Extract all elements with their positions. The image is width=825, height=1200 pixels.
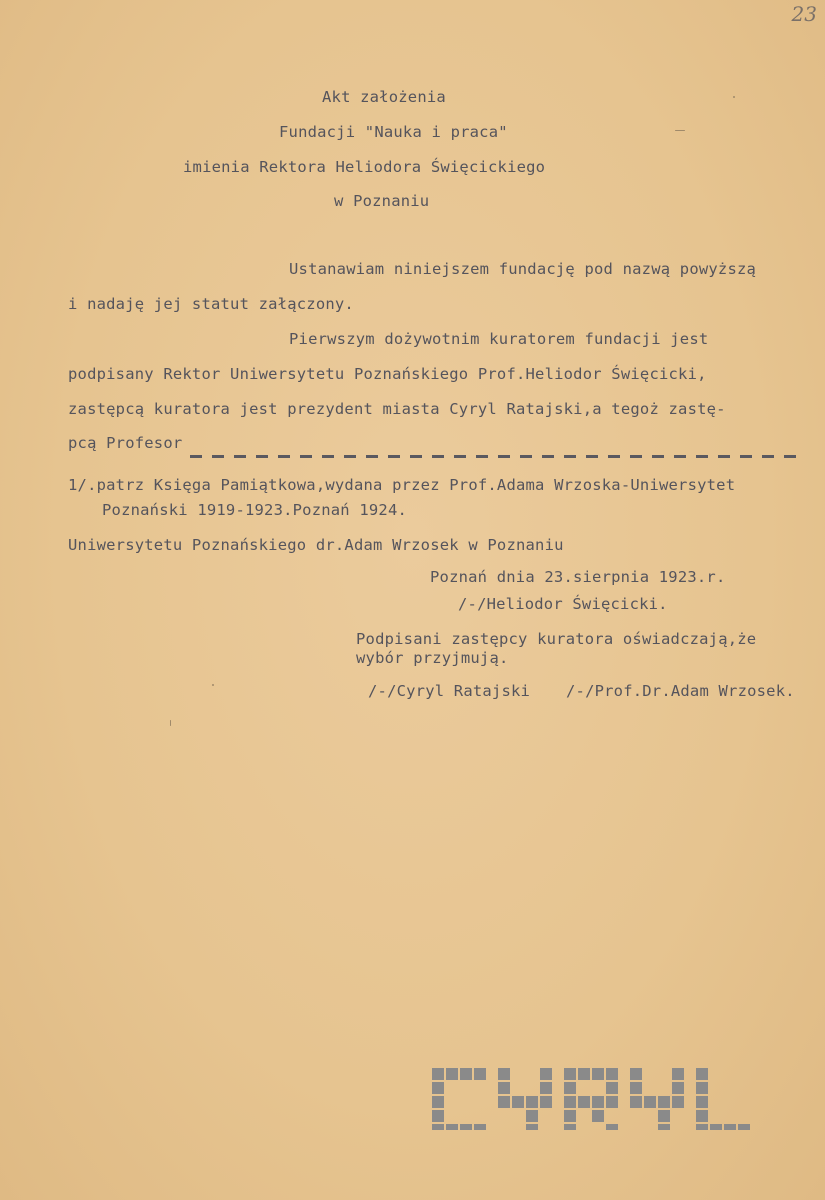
logo-pixel bbox=[564, 1096, 576, 1108]
date-line: Poznań dnia 23.sierpnia 1923.r. bbox=[430, 568, 726, 586]
logo-pixel bbox=[498, 1068, 510, 1080]
logo-pixel bbox=[696, 1124, 708, 1130]
logo-pixel bbox=[432, 1068, 444, 1080]
logo-pixel bbox=[672, 1068, 684, 1080]
logo-pixel bbox=[592, 1096, 604, 1108]
logo-pixel bbox=[606, 1068, 618, 1080]
logo-pixel bbox=[630, 1068, 642, 1080]
logo-pixel bbox=[432, 1082, 444, 1094]
logo-pixel bbox=[432, 1096, 444, 1108]
logo-pixel bbox=[498, 1082, 510, 1094]
logo-pixel bbox=[526, 1110, 538, 1122]
logo-pixel bbox=[498, 1096, 510, 1108]
paragraph-1-line-1: Ustanawiam niniejszem fundację pod nazwą powyższą bbox=[289, 260, 757, 278]
logo-pixel bbox=[658, 1110, 670, 1122]
logo-pixel bbox=[564, 1068, 576, 1080]
paragraph-2-line-3: zastępcą kuratora jest prezydent miasta Cyryl Ratajski,a tegoż zastę- bbox=[68, 400, 726, 418]
logo-pixel bbox=[526, 1124, 538, 1130]
footnote-line-2: Poznański 1919-1923.Poznań 1924. bbox=[102, 501, 408, 519]
continuation-line: Uniwersytetu Poznańskiego dr.Adam Wrzosek w Poznaniu bbox=[68, 536, 564, 554]
paragraph-2-line-4: pcą Profesor bbox=[68, 434, 183, 452]
rector-signature: /-/Heliodor Święcicki. bbox=[458, 595, 668, 613]
paper-speck bbox=[675, 130, 685, 131]
logo-pixel bbox=[630, 1096, 642, 1108]
logo-pixel bbox=[710, 1124, 722, 1130]
title-line-4: w Poznaniu bbox=[334, 192, 430, 210]
logo-pixel bbox=[696, 1096, 708, 1108]
title-line-1: Akt założenia bbox=[322, 88, 446, 106]
logo-pixel bbox=[540, 1096, 552, 1108]
logo-pixel bbox=[606, 1082, 618, 1094]
paragraph-1-line-2: i nadaję jej statut załączony. bbox=[68, 295, 354, 313]
logo-pixel bbox=[592, 1068, 604, 1080]
logo-pixel bbox=[564, 1124, 576, 1130]
paragraph-2-line-2: podpisany Rektor Uniwersytetu Poznańskiego Prof.Heliodor Święcicki, bbox=[68, 365, 707, 383]
deputies-statement-line-1: Podpisani zastępcy kuratora oświadczają,że bbox=[356, 630, 757, 648]
logo-pixel bbox=[672, 1096, 684, 1108]
footnote-line-1: 1/.patrz Księga Pamiątkowa,wydana przez Prof.Adama Wrzoska-Uniwersytet bbox=[68, 476, 736, 494]
logo-pixel bbox=[460, 1124, 472, 1130]
title-line-3: imienia Rektora Heliodora Święcickiego bbox=[183, 158, 546, 176]
logo-pixel bbox=[540, 1082, 552, 1094]
logo-pixel bbox=[644, 1096, 656, 1108]
signature-wrzosek: /-/Prof.Dr.Adam Wrzosek. bbox=[566, 682, 795, 700]
deputies-statement-line-2: wybór przyjmują. bbox=[356, 649, 509, 667]
logo-pixel bbox=[658, 1096, 670, 1108]
logo-pixel bbox=[724, 1124, 736, 1130]
logo-pixel bbox=[630, 1082, 642, 1094]
logo-pixel bbox=[696, 1068, 708, 1080]
logo-pixel bbox=[446, 1068, 458, 1080]
logo-pixel bbox=[432, 1110, 444, 1122]
logo-pixel bbox=[526, 1096, 538, 1108]
logo-pixel bbox=[592, 1110, 604, 1122]
logo-pixel bbox=[578, 1096, 590, 1108]
logo-pixel bbox=[578, 1068, 590, 1080]
paragraph-2-line-1: Pierwszym dożywotnim kuratorem fundacji jest bbox=[289, 330, 709, 348]
logo-pixel bbox=[540, 1068, 552, 1080]
logo-pixel bbox=[512, 1096, 524, 1108]
paper-speck bbox=[170, 720, 171, 726]
logo-pixel bbox=[606, 1124, 618, 1130]
logo-pixel bbox=[474, 1124, 486, 1130]
logo-pixel bbox=[696, 1110, 708, 1122]
logo-pixel bbox=[564, 1110, 576, 1122]
logo-pixel bbox=[432, 1124, 444, 1130]
logo-pixel bbox=[738, 1124, 750, 1130]
logo-pixel bbox=[606, 1096, 618, 1108]
cyryl-logo bbox=[432, 1068, 754, 1130]
page-number: 23 bbox=[791, 2, 817, 26]
logo-pixel bbox=[474, 1068, 486, 1080]
signature-ratajski: /-/Cyryl Ratajski bbox=[368, 682, 531, 700]
logo-pixel bbox=[460, 1068, 472, 1080]
logo-pixel bbox=[672, 1082, 684, 1094]
logo-pixel bbox=[446, 1124, 458, 1130]
paper-speck bbox=[212, 684, 214, 686]
logo-pixel bbox=[696, 1082, 708, 1094]
footnote-separator bbox=[190, 455, 800, 458]
paper-speck bbox=[733, 96, 735, 98]
logo-pixel bbox=[564, 1082, 576, 1094]
title-line-2: Fundacji "Nauka i praca" bbox=[279, 123, 508, 141]
logo-pixel bbox=[658, 1124, 670, 1130]
